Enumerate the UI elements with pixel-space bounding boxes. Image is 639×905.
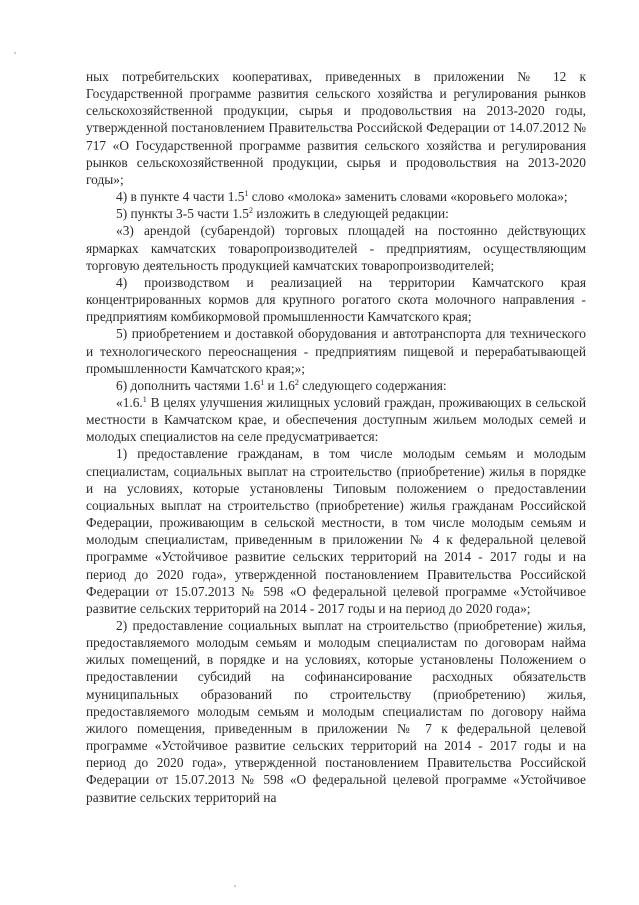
paragraph-text: 6) дополнить частями 1.6 <box>116 377 261 393</box>
paragraph-text: ных потребительских кооперативах, приведенных в приложении № 12 к Государственной программе развития сельского хозяйства и регулирования рынков сельскохозяйственной продукции, сырья и продовольствия на 2013-2020 годы, утвержденной постановлением Правительства Российской Федерации от 14.07.2012 № 717 «О Государственной программе развития сельского хозяйства и регулирования рынков сельскохозяйственной продукции, сырья и продовольствия на 2013-2020 годы»; <box>86 69 586 187</box>
paragraph-p1 <box>86 188 586 205</box>
paragraph-p9 <box>86 617 586 806</box>
paragraph-p0 <box>86 68 586 188</box>
paragraph-text: «3) арендой (субарендой) торговых площадей на постоянно действующих ярмарках камчатских товаропроизводителей - предприятиям, осуществляющим торговую деятельность продукцией камчатских товаропроизводителей; <box>86 223 586 273</box>
paragraph-text: 4) производством и реализацией на территории Камчатского края концентрированных кормов для крупного рогатого скота молочного направления - предприятиям комбикормовой промышленности Камчатского края; <box>86 274 586 325</box>
paragraph-text: В целях улучшения жилищных условий граждан, проживающих в сельской местности в Камчатском крае, и обеспечения доступным жильем молодых семей и молодых специалистов на селе предусматривается: <box>86 394 586 445</box>
paragraph-p5 <box>86 325 586 376</box>
superscript-index: 1 <box>260 377 265 387</box>
paragraph-text: изложить в следующей редакции: <box>252 206 449 222</box>
scan-speck <box>14 52 16 54</box>
paragraph-text: 5) приобретением и доставкой оборудования и автотранспорта для технического и технологического переоснащения - предприятиям пищевой и перерабатывающей промышленности Камчатского края;»; <box>86 326 586 376</box>
superscript-index: 1 <box>244 189 249 199</box>
paragraph-p4 <box>86 274 586 325</box>
paragraph-text: 2) предоставление социальных выплат на строительство (приобретение) жилья, предоставляемого молодым семьям и молодым специалистам по договорам найма жилых помещений, в порядке и на условиях, которые установлены Положением о предоставлении субсидий на софинансирование расходных обязательств муниципальных образований по строительству (приобретению) жилья, предоставляемого молодым семьям и молодым специалистам по договору найма жилого помещения, приведенным в приложении № 7 к федеральной целевой программе «Устойчивое развитие сельских территорий на 2014 - 2017 годы и на период до 2020 года», утвержденной постановлением Правительства Российской Федерации от 15.07.2013 № 598 «О федеральной целевой программе «Устойчивое развитие сельских территорий на <box>86 618 586 805</box>
paragraph-text: слово «молока» заменить словами «коровьего молока»; <box>248 189 568 205</box>
paragraph-text: и 1.6 <box>264 377 295 393</box>
paragraph-p3 <box>86 222 586 273</box>
paragraph-text: следующего содержания: <box>298 377 447 393</box>
document-body <box>86 68 586 806</box>
superscript-index: 2 <box>294 377 299 387</box>
paragraph-text: 4) в пункте 4 части 1.5 <box>116 189 245 205</box>
paragraph-text: 1) предоставление гражданам, в том числе молодым семьям и молодым специалистам, социальных выплат на строительство (приобретение) жилья в порядке и на условиях, которые установлены Типовым положением о предоставлении социальных выплат на строительство (приобретение) жилья гражданам Российской Федерации, проживающим в сельской местности, в том числе молодым семьям и молодым специалистам, приведенным в приложении № 4 к федеральной целевой программе «Устойчивое развитие сельских территорий на 2014 - 2017 годы и на период до 2020 года», утвержденной постановлением Правительства Российской Федерации от 15.07.2013 № 598 «О федеральной целевой программе «Устойчивое развитие сельских территорий на 2014 - 2017 годы и на период до 2020 года»; <box>86 446 586 616</box>
paragraph-p8 <box>86 445 586 617</box>
paragraph-p7 <box>86 394 586 445</box>
paragraph-text: «1.6. <box>116 394 143 410</box>
paragraph-p2 <box>86 205 586 222</box>
superscript-index: 2 <box>248 206 253 216</box>
paragraph-text: 5) пункты 3-5 части 1.5 <box>116 206 249 222</box>
superscript-index: 1 <box>142 394 147 404</box>
scan-speck <box>234 885 236 887</box>
paragraph-p6 <box>86 377 586 394</box>
